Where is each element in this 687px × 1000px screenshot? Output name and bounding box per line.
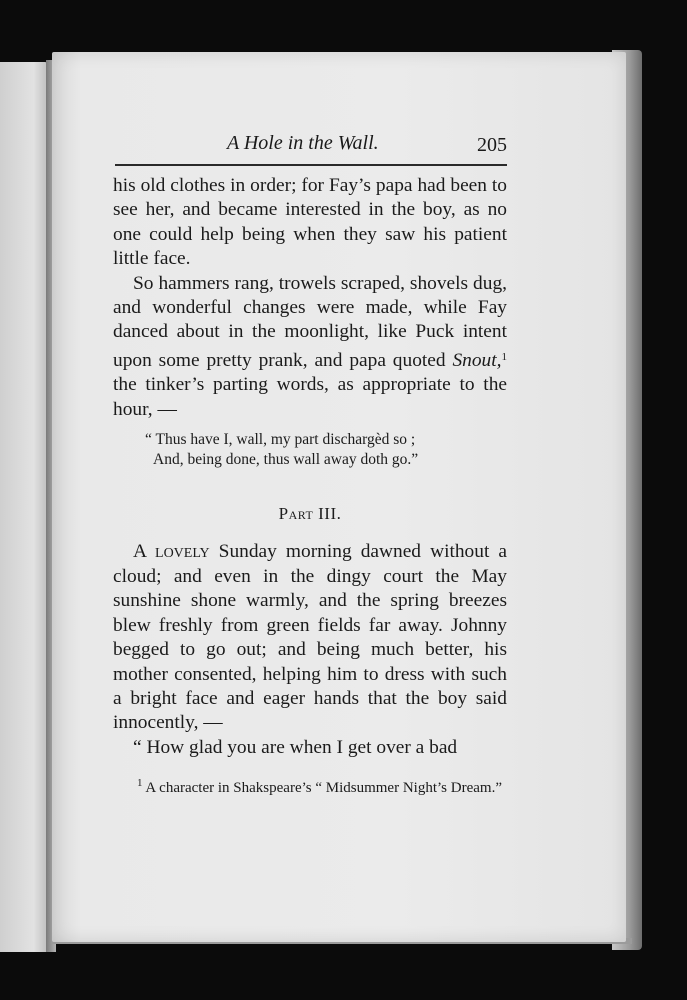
running-head <box>115 130 507 162</box>
part-heading <box>113 502 507 526</box>
paragraph-3-rest: Sunday morning dawned without a cloud; and even in the dingy court the May sunshine shone warmly, and the spring breezes blew freshly from green fields far away. Johnny begged to go out; and being much better, his mother consented, helping him to dress with such a bright face and eager hands that the boy said innocently, — <box>113 541 508 734</box>
paragraph-4: “ How glad you are when I get over a bad <box>133 736 458 758</box>
paragraph-3-initial: A <box>133 541 156 563</box>
left-page-edge <box>0 62 48 952</box>
part-heading-rest: art III. <box>288 504 342 524</box>
paragraph-2-end: the tinker’s parting words, as appropriate to the hour, — <box>113 374 507 420</box>
verse-line-2: And, being done, thus wall away doth go.” <box>153 451 419 469</box>
page-body <box>113 174 507 798</box>
paragraph-2-start: So hammers rang, trowels scraped, shovels dug, and wonderful changes were made, while Fay danced about in the moonlight, like Puck intent upon some pretty prank, and papa quoted <box>113 272 507 371</box>
paragraph-3 <box>113 540 507 735</box>
footnote-ref-1: 1 <box>501 350 507 363</box>
running-title: A Hole in the Wall. <box>227 132 379 154</box>
paragraph-2 <box>113 272 507 422</box>
verse-line-1: “ Thus have I, wall, my part dischargèd so ; <box>145 431 416 449</box>
header-rule <box>115 164 507 166</box>
footnote <box>113 774 507 798</box>
verse-quote <box>113 430 507 470</box>
paragraph-1: his old clothes in order; for Fay’s papa had been to see her, and became interested in the boy, as no one could help being when they saw his patient little face. <box>113 175 507 270</box>
paragraph-3-smallcaps: lovely <box>155 541 210 563</box>
snout-reference: Snout, <box>452 349 502 371</box>
page-number: 205 <box>477 134 507 156</box>
footnote-text: A character in Shakspeare’s “ Midsummer Night’s Dream.” <box>142 780 502 797</box>
footnote-mark: 1 <box>137 777 143 790</box>
part-heading-initial: P <box>278 504 289 524</box>
